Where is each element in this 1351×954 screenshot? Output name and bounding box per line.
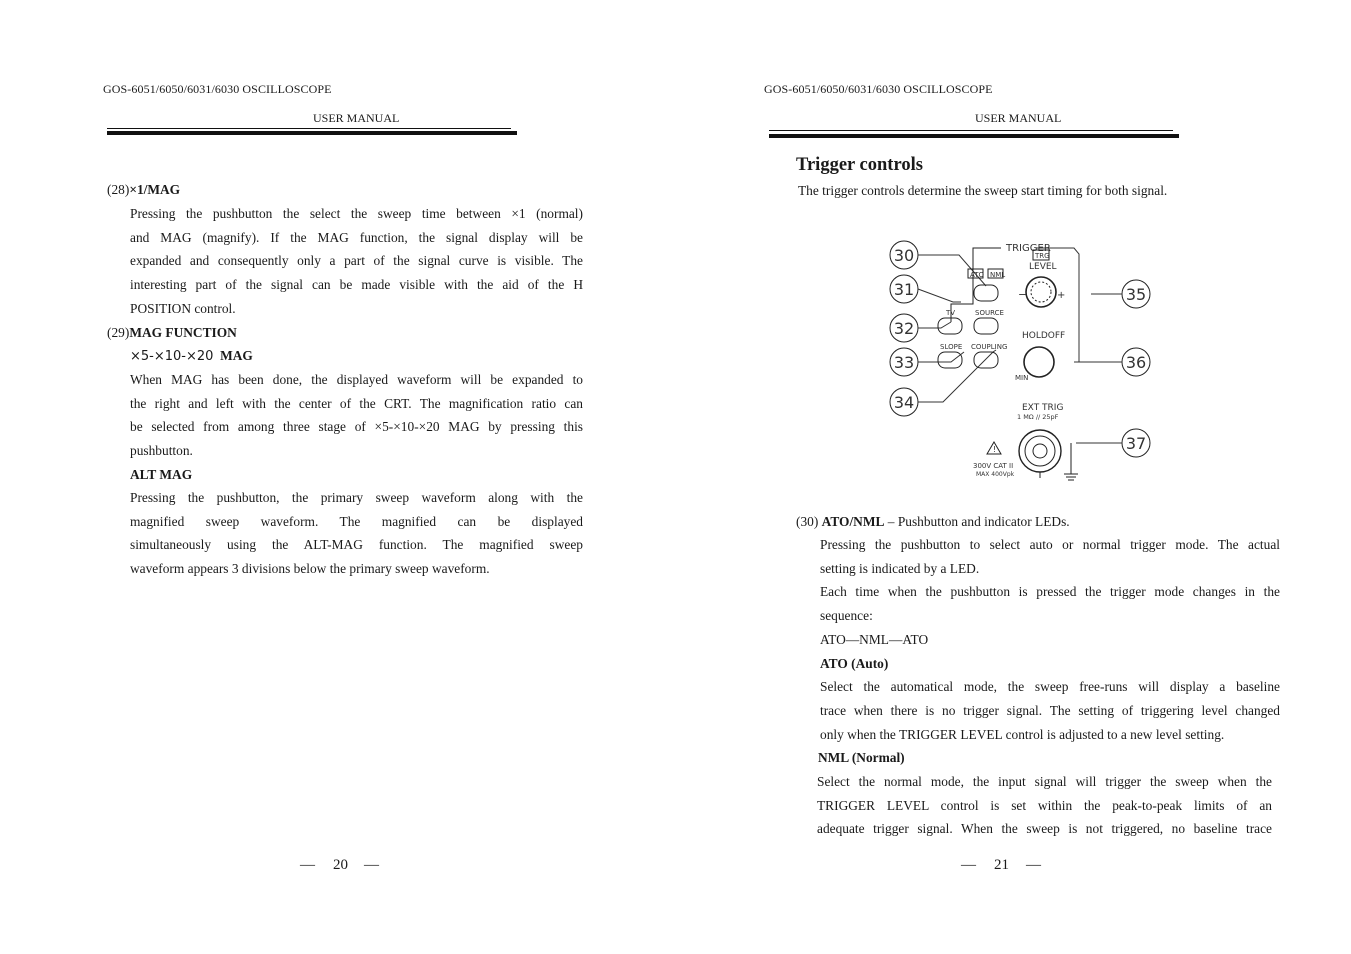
min-label: MIN	[1015, 374, 1029, 382]
header-rule-thin	[769, 130, 1173, 131]
callout-37	[1122, 429, 1150, 457]
plus-icon: +	[1057, 290, 1066, 301]
paragraph-line: magnified sweep waveform. The magnified can be displayed	[130, 513, 583, 529]
footer-dash-left: —	[300, 857, 315, 873]
ext-trig-label: EXT TRIG	[1022, 403, 1064, 413]
holdoff-label: HOLDOFF	[1022, 331, 1066, 341]
paragraph-line: trace when there is no trigger signal. The setting of triggering level changed	[820, 702, 1280, 718]
paragraph-line: Select the normal mode, the input signal will trigger the sweep when the	[817, 774, 1272, 789]
item-29-heading: (29)MAG FUNCTION	[107, 325, 237, 340]
paragraph-line: interesting part of the signal can be made visible with the aid of the H	[130, 277, 583, 293]
header-model: GOS-6051/6050/6031/6030 OSCILLOSCOPE	[103, 82, 332, 96]
svg-text:35: 35	[1125, 285, 1147, 304]
paragraph-line: setting is indicated by a LED.	[820, 560, 980, 576]
slope-button[interactable]	[938, 352, 962, 368]
paragraph-line: When MAG has been done, the displayed waveform will be expanded to	[130, 372, 583, 387]
callout-31	[890, 275, 918, 303]
mag-body	[130, 368, 583, 463]
item-28-body	[130, 202, 583, 321]
header-rule-thin	[107, 128, 511, 129]
paragraph-line: sequence:	[820, 608, 873, 624]
level-label: LEVEL	[1029, 262, 1057, 272]
header-rule	[107, 131, 517, 135]
callout-32	[890, 314, 918, 342]
header-rule	[769, 134, 1179, 138]
header-model: GOS-6051/6050/6031/6030 OSCILLOSCOPE	[764, 82, 993, 96]
trigger-label: TRIGGER	[1006, 243, 1051, 254]
ato-label: ATO	[970, 271, 985, 279]
left-page	[0, 0, 675, 954]
paragraph-line: Pressing the pushbutton the select the sweep time between ×1 (normal)	[130, 206, 583, 221]
nml-label: NML	[990, 271, 1006, 279]
svg-text:34: 34	[893, 393, 915, 412]
item-28-heading: (28)×1/MAG	[107, 182, 181, 197]
footer-dash-right: —	[364, 857, 379, 873]
paragraph-line: Select the automatical mode, the sweep free-runs will display a baseline	[820, 679, 1280, 695]
paragraph-line: and MAG (magnify). If the MAG function, the signal display will be	[130, 229, 583, 245]
header-manual: USER MANUAL	[313, 111, 400, 125]
nml-heading: NML (Normal)	[818, 750, 905, 766]
tv-button[interactable]	[938, 318, 962, 334]
section-intro: The trigger controls determine the sweep start timing for both signal.	[798, 183, 1168, 198]
svg-text:30: 30	[893, 246, 915, 265]
callout-33	[890, 348, 918, 376]
paragraph-line: simultaneously using the ALT-MAG function. The magnified sweep	[130, 537, 583, 553]
paragraph-line: pushbutton.	[130, 443, 193, 459]
paragraph-line: Each time when the pushbutton is pressed the trigger mode changes in the	[820, 584, 1280, 600]
footer-dash-left: —	[961, 857, 976, 873]
mode-sequence: ATO—NML—ATO	[820, 631, 929, 647]
header-manual: USER MANUAL	[975, 111, 1062, 125]
page-number: 21	[994, 857, 1009, 873]
minus-icon: −	[1018, 288, 1028, 301]
paragraph-line: TRIGGER LEVEL control is set within the peak-to-peak limits of an	[817, 797, 1272, 813]
svg-text:36: 36	[1125, 353, 1147, 372]
trg-label: TRG	[1035, 252, 1050, 260]
ground-icon	[1040, 443, 1078, 480]
callout-35	[1122, 280, 1150, 308]
max-voltage-label: MAX 400Vpk	[976, 471, 1015, 478]
source-button[interactable]	[974, 318, 998, 334]
section-title: Trigger controls	[796, 155, 923, 175]
svg-text:!: !	[993, 445, 997, 454]
alt-mag-body	[130, 486, 583, 581]
right-page	[676, 0, 1351, 954]
svg-text:33: 33	[893, 353, 915, 372]
svg-text:32: 32	[893, 319, 915, 338]
callout-34	[890, 388, 918, 416]
ext-trig-spec: 1 MΩ // 25pF	[1017, 413, 1059, 421]
paragraph-line: the right and left with the center of the CRT. The magnification ratio can	[130, 395, 583, 411]
ato-nml-button[interactable]	[974, 285, 998, 301]
svg-text:31: 31	[893, 280, 915, 299]
mag-subheading: ×5-×10-×20 MAG	[130, 348, 253, 364]
footer-dash-right: —	[1026, 857, 1041, 873]
slope-label: SLOPE	[940, 343, 963, 351]
ato-heading: ATO (Auto)	[820, 655, 889, 671]
paragraph-line: only when the TRIGGER LEVEL control is adjusted to a new level setting.	[820, 726, 1225, 742]
tv-label: TV	[946, 309, 956, 317]
paragraph-line: Pressing the pushbutton, the primary sweep waveform along with the	[130, 490, 583, 505]
paragraph-line: POSITION control.	[130, 300, 236, 316]
callout-36	[1122, 348, 1150, 376]
svg-text:37: 37	[1125, 434, 1147, 453]
paragraph-line: Pressing the pushbutton to select auto or normal trigger mode. The actual	[820, 537, 1280, 552]
paragraph-line: adequate trigger signal. When the sweep is not triggered, no baseline trace	[817, 821, 1272, 837]
trigger-panel-diagram	[881, 232, 1171, 484]
item-30-heading: (30) ATO/NML – Pushbutton and indicator LEDs.	[796, 514, 1070, 529]
paragraph-line: expanded and consequently only a part of the signal curve is visible. The	[130, 253, 583, 269]
alt-mag-heading: ALT MAG	[130, 467, 193, 482]
callout-30	[890, 241, 918, 269]
holdoff-knob[interactable]	[1024, 347, 1054, 377]
nml-body	[817, 770, 1272, 841]
paragraph-line: be selected from among three stage of ×5-×10-×20 MAG by pressing this	[130, 419, 583, 435]
cat-rating-label: 300V CAT II	[973, 462, 1014, 470]
coupling-button[interactable]	[974, 352, 998, 368]
paragraph-line: waveform appears 3 divisions below the primary sweep waveform.	[130, 561, 490, 577]
coupling-label: COUPLING	[971, 343, 1008, 351]
source-label: SOURCE	[975, 309, 1004, 317]
item-30-body	[820, 533, 1280, 770]
page-number: 20	[333, 857, 348, 873]
